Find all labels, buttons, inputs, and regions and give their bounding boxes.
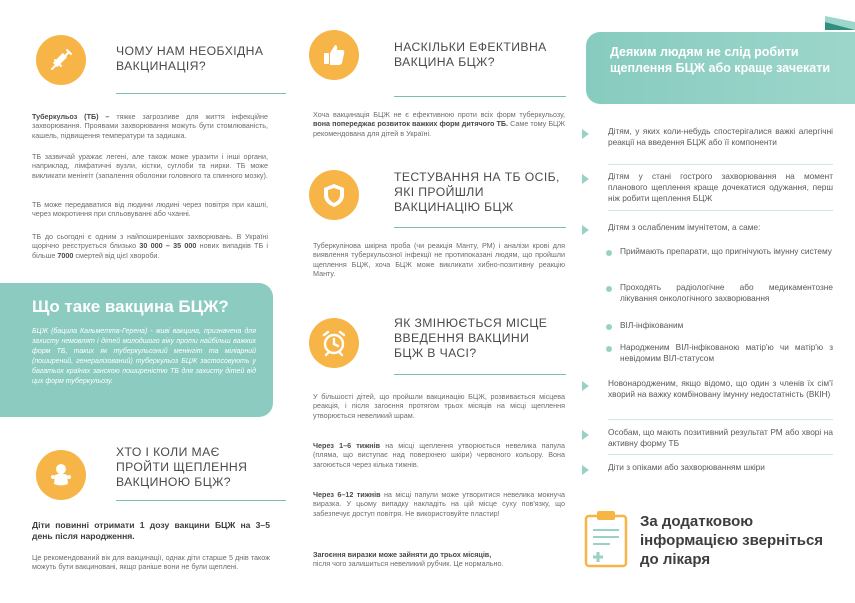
divider [608, 454, 833, 455]
section-title-testing: ТЕСТУВАННЯ НА ТБ ОСІБ, ЯКІ ПРОЙШЛИ ВАКЦИНАЦІЮ БЦЖ [394, 170, 560, 214]
syringe-icon [36, 35, 86, 85]
divider [116, 500, 286, 501]
paragraph-stage-2: Через 6–12 тижнів на місці папули може утворитися невелика мокнуча виразка. У цьому випадку накладіть на цій місце суху пов'язку, що забезпечує доступ повітря. Не використовуйте пластир! [313, 490, 565, 518]
paragraph-stage-3: Загоєння виразки може зайняти до трьох місяців, після чого залишиться невеликий рубчик. Це нормально. [313, 550, 504, 569]
paragraph-who-bold: Діти повинні отримати 1 дозу вакцини БЦЖ на 3–5 день після народження. [32, 520, 270, 541]
arrow-bullet-icon [582, 381, 589, 391]
paragraph-tb-transmission: ТБ може передаватися від людини людині через повітря при кашлі, через мокротиння при спльовуванні або чханні. [32, 200, 268, 219]
paragraph-who-note: Це рекомендований вік для вакцинації, однак діти старше 5 днів також можуть бути вакциновані, якщо раніше вони не були щеплені. [32, 553, 270, 572]
divider [608, 210, 833, 211]
arrow-bullet-icon [582, 174, 589, 184]
doctor-info-text: За додатковою інформацією зверніться до лікаря [640, 513, 824, 568]
shield-icon [309, 170, 359, 220]
alarm-clock-icon [309, 318, 359, 368]
section-title-what: Що таке вакцина БЦЖ? [32, 297, 229, 316]
paragraph-bcg-definition: БЦЖ (бацила Кальметта-Герена) - живі вакцина, призначена для захисту немовлят і дітей молодшого віку проти найбільш важких форм ТБ, таких як туберкульозний менінгіт та міліарний (поширений, генералізований) туберкульоз БЦЖ застосовують у багатьох країнах занскою поширеністю ТБ для захисту дітей від цих форм туберкульозу. [32, 328, 256, 385]
arrow-bullet-icon [582, 129, 589, 139]
paragraph-tb-organs: ТБ зазвичай уражає легені, але також може уразити і інші органи, наприклад, лімфатичні вузли, кістки, суглоби та нирки. ТБ може викликати менінгіт (запалення оболонки головного та спинного мозку). [32, 152, 268, 180]
arrow-bullet-icon [582, 225, 589, 235]
dot-bullet-icon [606, 324, 612, 330]
doctor-info-box [580, 508, 855, 588]
divider [608, 164, 833, 165]
section-title-why: ЧОМУ НАМ НЕОБХІДНА ВАКЦИНАЦІЯ? [116, 44, 264, 73]
section-title-who: ХТО І КОЛИ МАЄ ПРОЙТИ ЩЕПЛЕННЯ ВАКЦИНОЮ БЦЖ? [116, 445, 248, 489]
divider [394, 96, 566, 97]
paragraph-stage-1: Через 1–6 тижнів на місці щеплення утворюється невелика папула (пляма, що виступає над поверхнею шкіри) червоного кольору. Вона загоюється через кілька тижнів. [313, 441, 565, 469]
clipboard-icon [584, 510, 628, 568]
thumbs-up-icon [309, 30, 359, 80]
arrow-bullet-icon [582, 430, 589, 440]
paragraph-tb-stats: ТБ до сьогодні є одним з найпоширеніших захворювань. В Україні щорічно реєструється близько 30 000 – 35 000 нових випадків ТБ і більше 7000 смертей від цієї хвороби. [32, 232, 269, 260]
dot-bullet-icon [606, 250, 612, 256]
corner-flag-decoration [825, 16, 855, 30]
divider [394, 227, 566, 228]
paragraph-change-intro: У більшості дітей, що пройшли вакцинацію БЦЖ, розвивається місцева реакція, і після загоєння протягом трьох місяців на місці щеплення утворюється невеликий шрам. [313, 392, 565, 420]
what-is-bcg-panel [0, 283, 273, 417]
paragraph-tb-definition: Туберкульоз (ТБ) – тяжке загрозливе для життя інфекційне захворювання. Проявами захворювання можуть бути стомлюваність, кашель, підвищення температури та задишка. [32, 112, 268, 140]
section-title-effective: НАСКІЛЬКИ ЕФЕКТИВНА ВАКЦИНА БЦЖ? [394, 40, 547, 69]
paragraph-testing: Туберкулінова шкірна проба (чи реакція Манту, РМ) і аналізи крові для виявлення туберкульозної інфекції не протипоказані людям, що пройшли щеплення БЦЖ, хоча БЦЖ може викликати хибно-позитивну реакцію Манту. [313, 241, 565, 279]
section-title-change: ЯК ЗМІНЮЄТЬСЯ МІСЦЕ ВВЕДЕННЯ ВАКЦИНИ БЦЖ В ЧАСІ? [394, 316, 548, 360]
divider [394, 374, 566, 375]
contraindications-header: Деяким людям не слід робити щеплення БЦЖ або краще зачекати [586, 32, 855, 104]
divider [116, 93, 286, 94]
arrow-bullet-icon [582, 465, 589, 475]
column-3: Деяким людям не слід робити щеплення БЦЖ або краще зачекати Дітям, у яких коли-небудь спостерігалися важкі алергічні реакції на введення БЦЖ або її компоненти Дітям у стані гострого захворювання на момент планового щеплення краще дочекатися одужання, перш ніж робити щеплення БЦЖ Дітям з ослабленим імунітетом, а саме: Приймають препарати, що пригнічують імунну систему Проходять радіологічне або медикаментозне лікування онкологічного захворювання ВІЛ-інфікованим Народженим ВІЛ-інфікованою матір'ю чи матір'ю з невідомим ВІЛ-статусом Новонародженим, якщо відомо, що один з членів їх сім'ї хворий на важку комбіновану імунну недостатність (ВКІН) Особам, що мають позитивний результат РМ або хворі на активну форму ТБ Діти з опіками або захворюванням шкіри За додатковою інформацією зверніться до лікаря [580, 0, 855, 603]
baby-icon [36, 450, 86, 500]
dot-bullet-icon [606, 286, 612, 292]
dot-bullet-icon [606, 346, 612, 352]
divider [608, 419, 833, 420]
paragraph-effective: Хоча вакцинація БЦЖ не є ефективною проти всіх форм туберкульозу, вона попереджає розвиток важких форм дитячого ТБ. Саме тому БЦЖ рекомендована для дітей в Україні. [313, 110, 565, 138]
